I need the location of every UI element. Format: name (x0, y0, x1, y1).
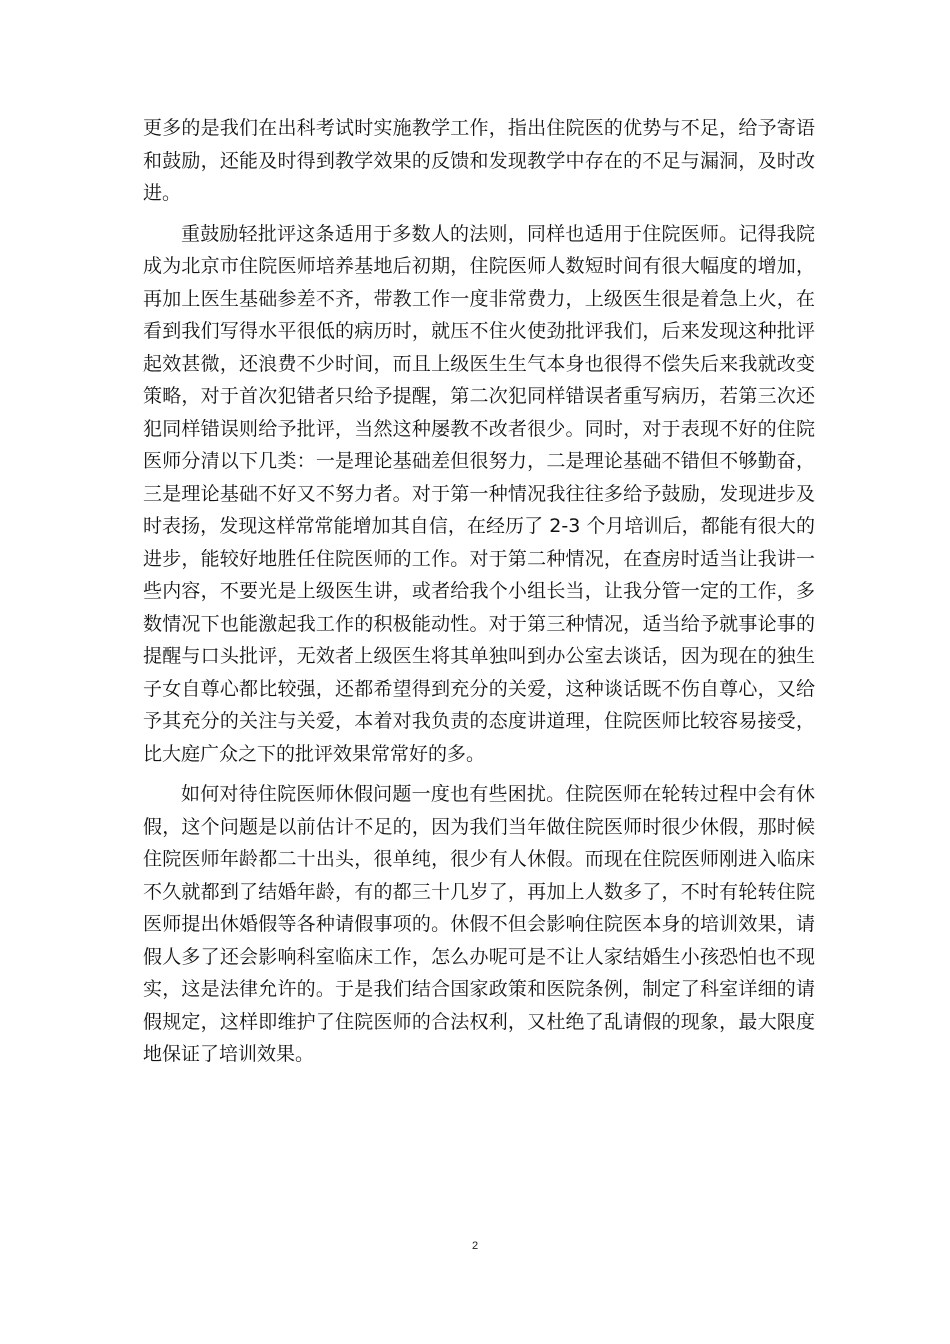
document-body (143, 112, 815, 1071)
paragraph-leave-policy: 如何对待住院医师休假问题一度也有些困扰。住院医师在轮转过程中会有休假，这个问题是以前估计不足的，因为我们当年做住院医师时很少休假，那时候住院医师年龄都二十出头，很单纯，很少有人休假。而现在住院医师刚进入临床不久就都到了结婚年龄，有的都三十几岁了，再加上人数多了，不时有轮转住院医师提出休婚假等各种请假事项的。休假不但会影响住院医本身的培训效果，请假人多了还会影响科室临床工作，怎么办呢可是不让人家结婚生小孩恐怕也不现实，这是法律允许的。于是我们结合国家政策和医院条例，制定了科室详细的请假规定，这样即维护了住院医师的合法权利，又杜绝了乱请假的现象，最大限度地保证了培训效果。 (143, 783, 815, 1065)
page-number: 2 (471, 1240, 479, 1252)
paragraph-continuation: 更多的是我们在出科考试时实施教学工作，指出住院医的优势与不足，给予寄语和鼓励，还能及时得到教学效果的反馈和发现教学中存在的不足与漏洞，及时改进。 (143, 117, 815, 204)
paragraph-encouragement: 重鼓励轻批评这条适用于多数人的法则，同样也适用于住院医师。记得我院成为北京市住院医师培养基地后初期，住院医师人数短时间有很大幅度的增加，再加上医生基础参差不齐，带教工作一度非常费力，上级医生很是着急上火，在看到我们写得水平很低的病历时，就压不住火使劲批评我们，后来发现这种批评起效甚微，还浪费不少时间，而且上级医生生气本身也很得不偿失后来我就改变策略，对于首次犯错者只给予提醒，第二次犯同样错误者重写病历，若第三次还犯同样错误则给予批评，当然这种屡教不改者很少。同时，对于表现不好的住院医师分清以下几类：一是理论基础差但很努力，二是理论基础不错但不够勤奋，三是理论基础不好又不努力者。对于第一种情况我往往多给予鼓励，发现进步及时表扬，发现这样常常能增加其自信，在经历了 2-3 个月培训后，都能有很大的进步，能较好地胜任住院医师的工作。对于第二种情况，在查房时适当让我讲一些内容，不要光是上级医生讲，或者给我个小组长当，让我分管一定的工作，多数情况下也能激起我工作的积极能动性。对于第三种情况，适当给予就事论事的提醒与口头批评，无效者上级医生将其单独叫到办公室去谈话，因为现在的独生子女自尊心都比较强，还都希望得到充分的关爱，这种谈话既不伤自尊心，又给予其充分的关注与关爱，本着对我负责的态度讲道理，住院医师比较容易接受，比大庭广众之下的批评效果常常好的多。 (143, 222, 815, 765)
